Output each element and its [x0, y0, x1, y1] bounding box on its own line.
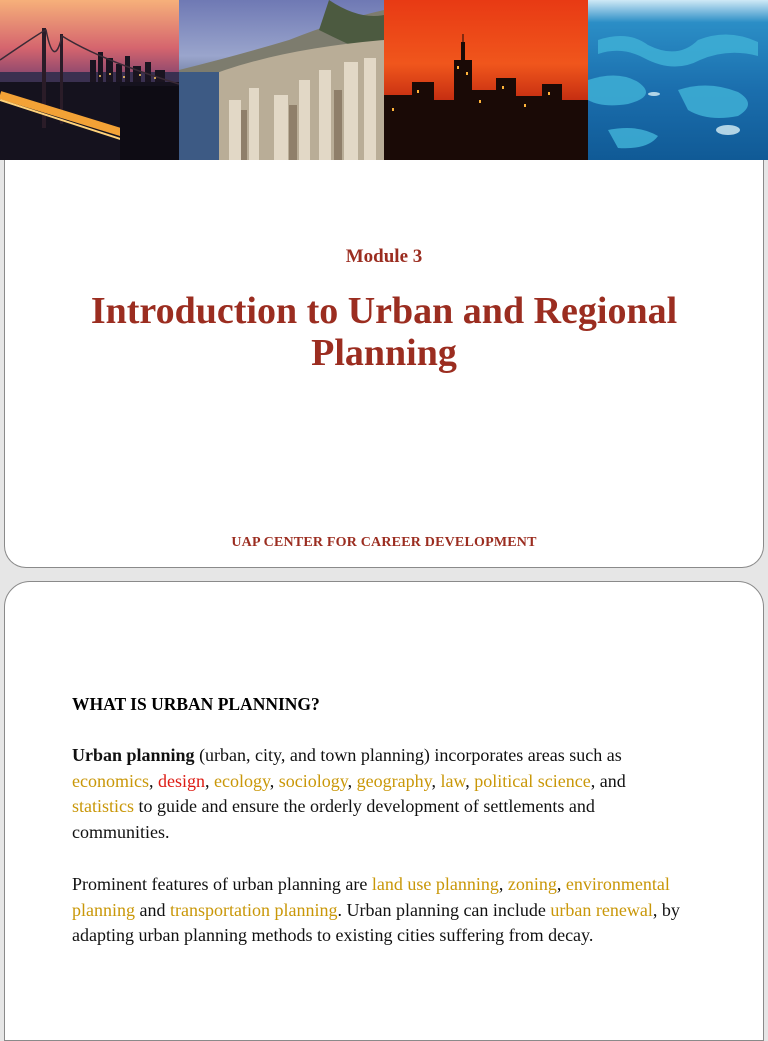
- paragraph-text: (urban, city, and town planning) incorporates areas such as: [194, 745, 622, 765]
- section-heading: WHAT IS URBAN PLANNING?: [72, 694, 320, 714]
- link-land-use-planning[interactable]: land use planning: [371, 874, 499, 894]
- link-transportation-planning[interactable]: transportation planning: [170, 899, 338, 920]
- module-label: Module 3: [345, 246, 423, 267]
- paragraph-text: . Urban planning can include: [337, 899, 551, 920]
- separator: ,: [431, 770, 441, 791]
- slide-title-line-2: Planning: [311, 332, 457, 374]
- paragraph-text: and: [135, 899, 170, 920]
- city-skyline-sunset-photo: [384, 0, 588, 160]
- header-banner: [0, 0, 768, 160]
- organization-label: UAP CENTER FOR CAREER DEVELOPMENT: [231, 535, 537, 550]
- title-slide: [4, 160, 764, 568]
- link-sociology[interactable]: sociology: [278, 770, 348, 791]
- separator: ,: [498, 874, 508, 894]
- link-urban-renewal[interactable]: urban renewal: [550, 899, 653, 920]
- link-zoning[interactable]: zoning: [507, 874, 557, 894]
- separator: ,: [556, 874, 566, 894]
- term-urban-planning: Urban planning: [72, 745, 195, 765]
- coastal-city-photo: [179, 0, 384, 160]
- separator: ,: [465, 770, 475, 791]
- definition-paragraph: [72, 743, 682, 845]
- separator: ,: [148, 770, 158, 791]
- features-paragraph: [72, 872, 682, 949]
- link-law[interactable]: law: [440, 770, 466, 791]
- paragraph-text: , by adapting urban planning methods to existing cities suffering from decay.: [72, 899, 680, 946]
- link-economics[interactable]: economics: [72, 770, 149, 791]
- slide-title: [25, 290, 743, 374]
- link-geography[interactable]: geography: [356, 770, 432, 791]
- paragraph-text: Prominent features of urban planning are: [72, 874, 372, 894]
- content-slide: [4, 581, 764, 1041]
- link-statistics[interactable]: statistics: [72, 796, 134, 817]
- paragraph-text: to guide and ensure the orderly development of settlements and communities.: [72, 796, 595, 842]
- reef-aerial-photo: [588, 0, 768, 160]
- link-design[interactable]: design: [157, 770, 205, 791]
- link-ecology[interactable]: ecology: [213, 770, 270, 791]
- paragraph-text: , and: [590, 770, 626, 791]
- link-environmental-planning[interactable]: environmental planning: [72, 874, 670, 920]
- separator: ,: [204, 770, 214, 791]
- separator: ,: [347, 770, 357, 791]
- slide-title-line-1: Introduction to Urban and Regional: [90, 290, 678, 332]
- bridge-city-photo: [0, 0, 179, 160]
- separator: ,: [269, 770, 279, 791]
- link-political-science[interactable]: political science: [474, 770, 591, 791]
